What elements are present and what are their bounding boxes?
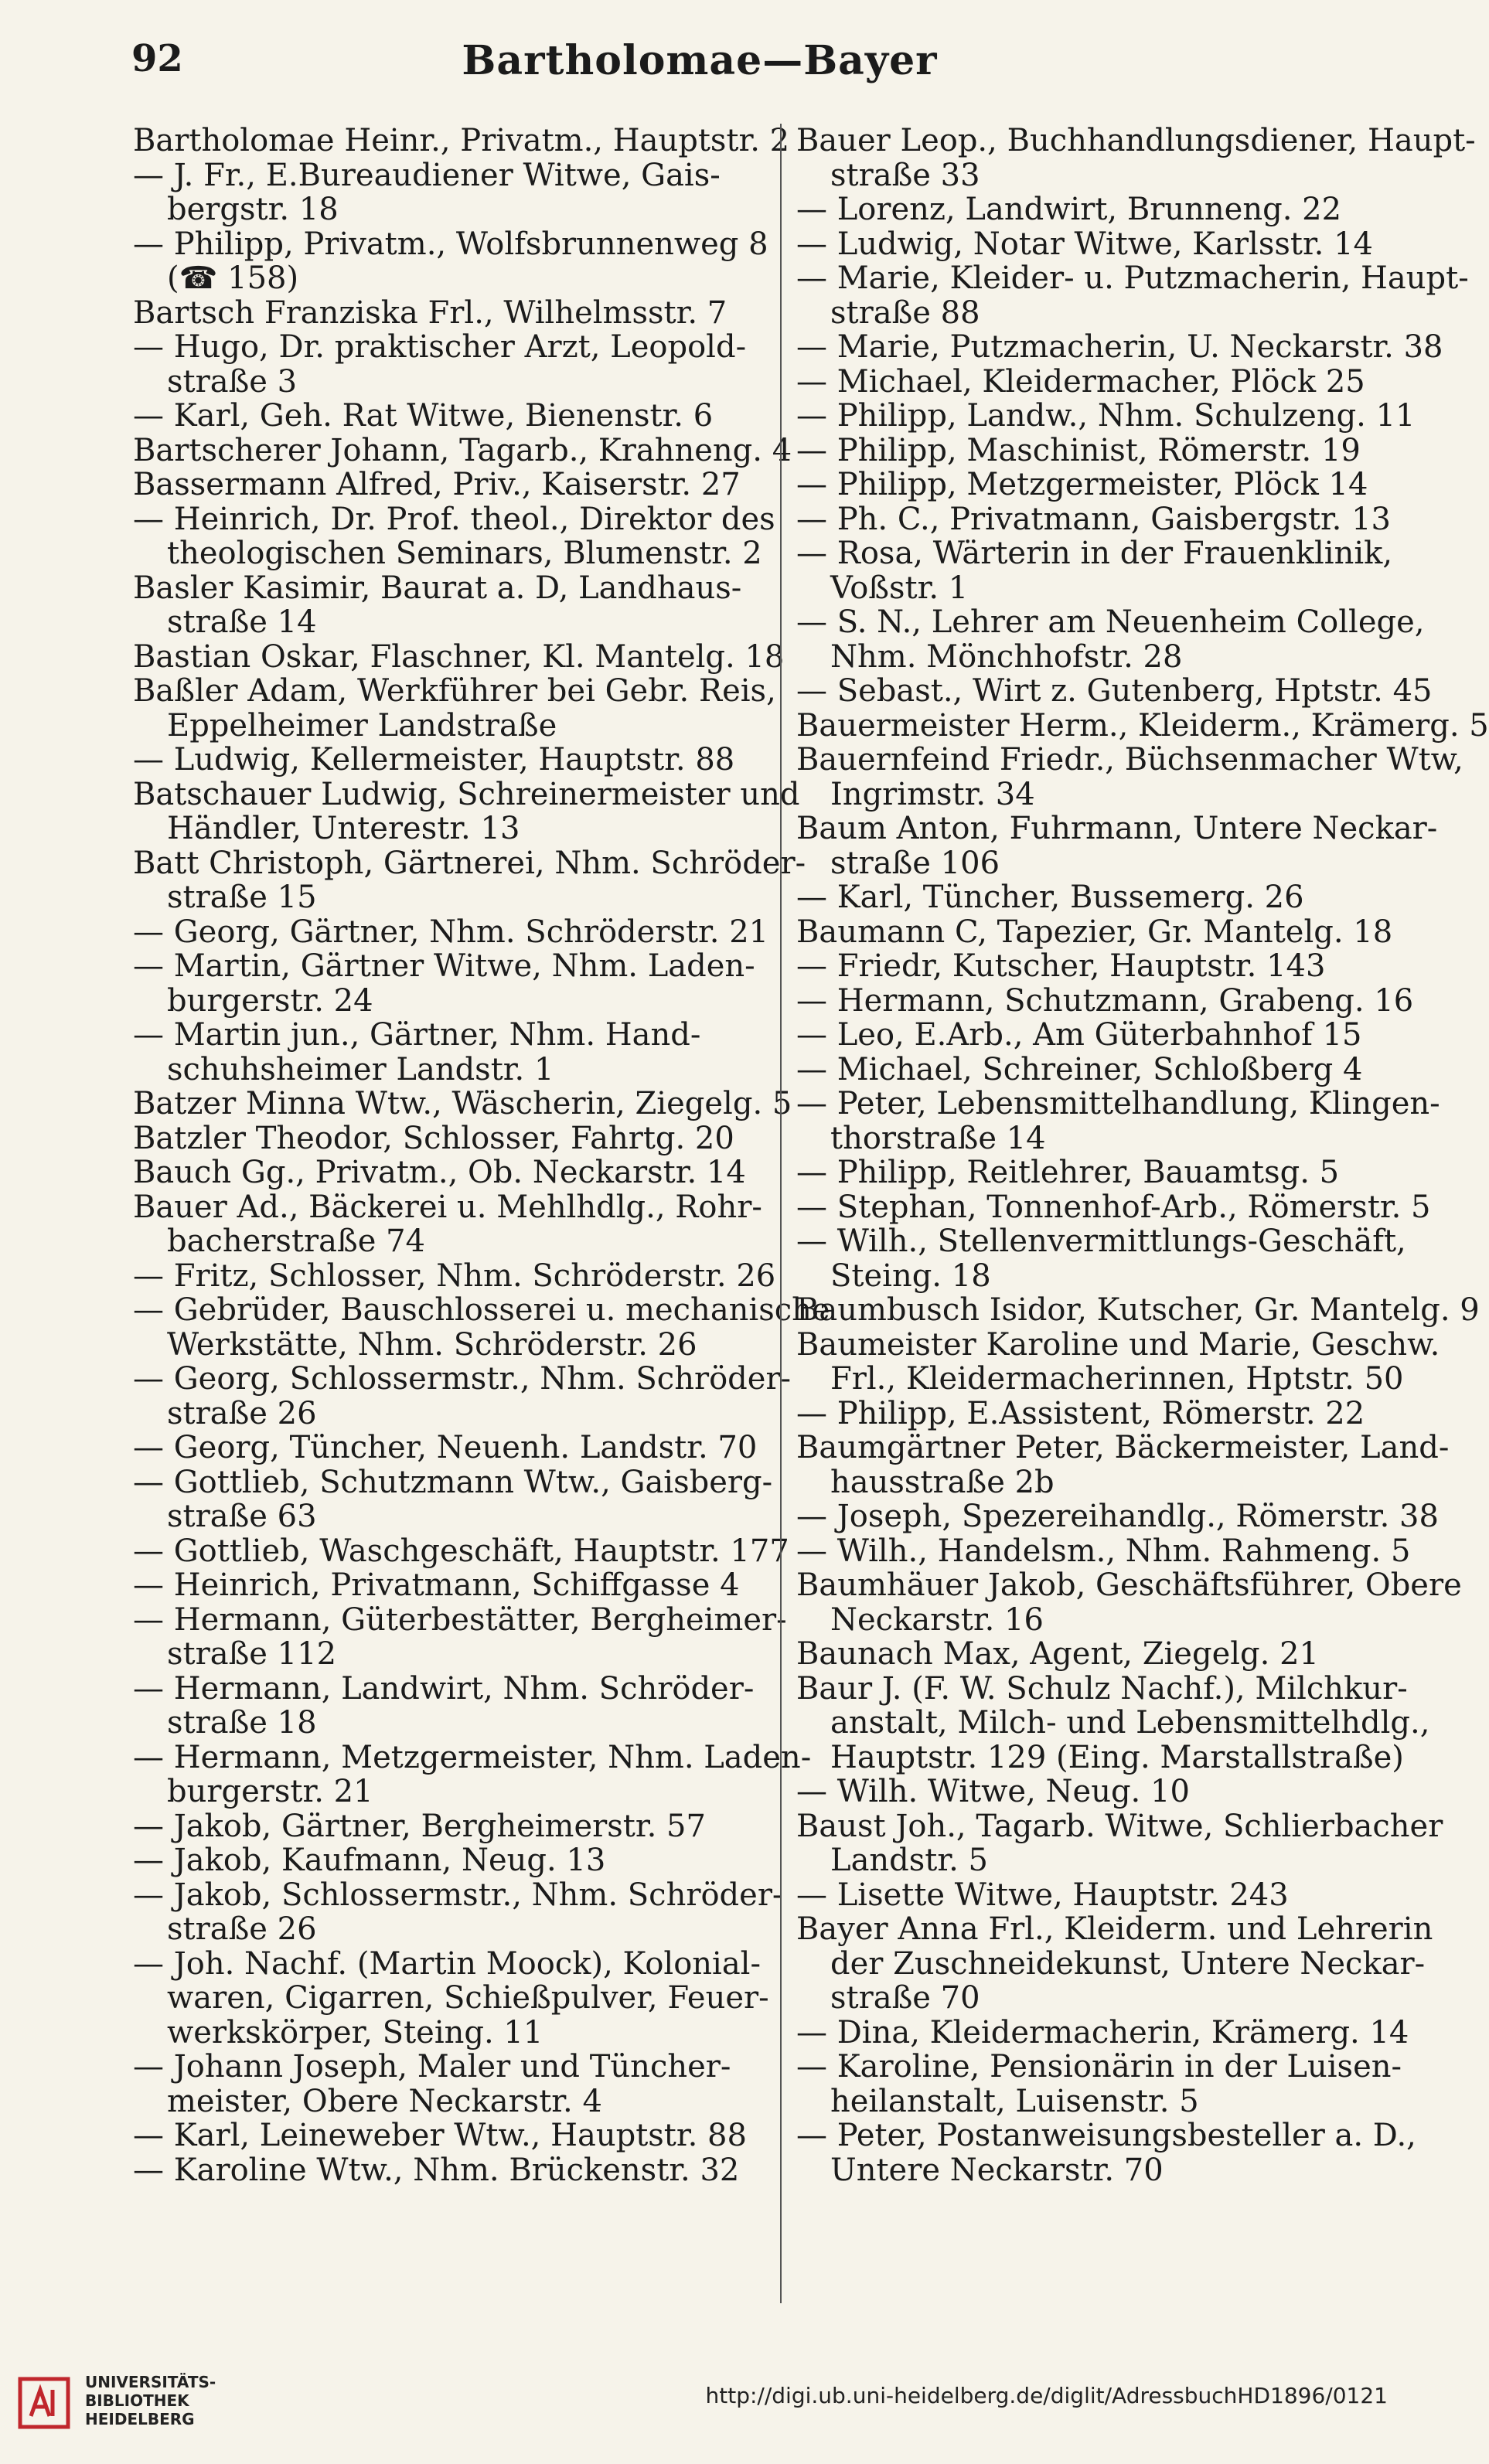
directory-entry-line: — Hermann, Metzgermeister, Nhm. Laden- — [133, 1739, 812, 1775]
directory-entry-line: — Philipp, E.Assistent, Römerstr. 22 — [796, 1395, 1365, 1431]
directory-entry-line: Baumeister Karoline und Marie, Geschw. — [796, 1326, 1440, 1363]
directory-entry-line: anstalt, Milch- und Lebensmittelhdlg., — [830, 1705, 1430, 1741]
directory-entry-line: straße 70 — [830, 1980, 980, 2016]
directory-entry-line: Voßstr. 1 — [830, 570, 969, 606]
directory-entry-line: Händler, Unterestr. 13 — [167, 811, 520, 846]
directory-entry-line: theologischen Seminars, Blumenstr. 2 — [167, 536, 762, 571]
directory-entry-line: Bastian Oskar, Flaschner, Kl. Mantelg. 18 — [133, 638, 785, 675]
directory-entry-line: thorstraße 14 — [830, 1120, 1046, 1156]
directory-entry-line: — Leo, E.Arb., Am Güterbahnhof 15 — [796, 1017, 1362, 1053]
directory-entry-line: heilanstalt, Luisenstr. 5 — [830, 2083, 1199, 2119]
logo-line: BIBLIOTHEK — [85, 2391, 189, 2410]
directory-entry-line: Nhm. Mönchhofstr. 28 — [830, 638, 1183, 675]
directory-entry-line: Neckarstr. 16 — [830, 1601, 1044, 1638]
directory-entry-line: Bassermann Alfred, Priv., Kaiserstr. 27 — [133, 467, 741, 502]
directory-entry-line: Steing. 18 — [830, 1258, 991, 1294]
directory-entry-line: straße 3 — [167, 363, 298, 400]
directory-entry-line: straße 14 — [167, 604, 317, 640]
directory-entry-line: — Fritz, Schlosser, Nhm. Schröderstr. 26 — [133, 1258, 776, 1294]
directory-entry-line: straße 18 — [167, 1705, 317, 1741]
directory-entry-line: — Wilh., Stellenvermittlungs-Geschäft, — [796, 1223, 1406, 1259]
left-column — [133, 123, 830, 2188]
directory-entry-line: Bauer Ad., Bäckerei u. Mehlhdlg., Rohr- — [133, 1189, 762, 1225]
directory-entry-line: Bartsch Franziska Frl., Wilhelmsstr. 7 — [133, 294, 727, 331]
directory-entry-line: — Hermann, Schutzmann, Grabeng. 16 — [796, 982, 1414, 1019]
directory-entry-line: — Jakob, Schlossermstr., Nhm. Schröder- — [133, 1877, 783, 1913]
directory-entry-line: Bartscherer Johann, Tagarb., Krahneng. 4 — [133, 432, 792, 468]
directory-entry-line: Batzer Minna Wtw., Wäscherin, Ziegelg. 5 — [133, 1086, 792, 1121]
directory-entry-line: — Philipp, Landw., Nhm. Schulzeng. 11 — [796, 398, 1416, 434]
directory-entry-line: Baur J. (F. W. Schulz Nachf.), Milchkur- — [796, 1670, 1408, 1707]
directory-entry-line: — Georg, Gärtner, Nhm. Schröderstr. 21 — [133, 914, 769, 950]
directory-entry-line: hausstraße 2b — [830, 1464, 1055, 1500]
directory-entry-line: — Jakob, Kaufmann, Neug. 13 — [133, 1843, 606, 1878]
directory-entry-line: — Joh. Nachf. (Martin Moock), Kolonial- — [133, 1945, 761, 1982]
directory-entry-line: — Ludwig, Notar Witwe, Karlsstr. 14 — [796, 226, 1373, 262]
directory-entry-line: burgerstr. 21 — [167, 1774, 373, 1809]
directory-entry-line: — Karl, Geh. Rat Witwe, Bienenstr. 6 — [133, 398, 714, 434]
directory-entry-line: — Gottlieb, Schutzmann Wtw., Gaisberg- — [133, 1464, 773, 1500]
directory-entry-line: Baumhäuer Jakob, Geschäftsführer, Obere — [796, 1567, 1462, 1603]
directory-entry-line: Frl., Kleidermacherinnen, Hptstr. 50 — [830, 1361, 1404, 1397]
directory-entry-line: — Heinrich, Dr. Prof. theol., Direktor des — [133, 501, 775, 537]
directory-columns — [133, 123, 1489, 2303]
directory-entry-line: straße 26 — [167, 1395, 317, 1431]
logo-line: HEIDELBERG — [85, 2410, 195, 2428]
directory-entry-line: — Hugo, Dr. praktischer Arzt, Leopold- — [133, 329, 747, 365]
directory-entry-line: Hauptstr. 129 (Eing. Marstallstraße) — [830, 1739, 1404, 1775]
directory-entry-line: Bauermeister Herm., Kleiderm., Krämerg. 5 — [796, 707, 1489, 744]
directory-entry-line: straße 88 — [830, 294, 980, 331]
directory-entry-line: — Marie, Kleider- u. Putzmacherin, Haupt- — [796, 260, 1469, 296]
directory-entry-line: — Jakob, Gärtner, Bergheimerstr. 57 — [133, 1808, 706, 1844]
directory-entry-line: — Michael, Schreiner, Schloßberg 4 — [796, 1051, 1363, 1087]
directory-entry-line: bergstr. 18 — [167, 192, 339, 227]
running-title: Bartholomae—Bayer — [462, 37, 938, 84]
directory-entry-line: — Stephan, Tonnenhof-Arb., Römerstr. 5 — [796, 1189, 1431, 1225]
directory-entry-line: Bauer Leop., Buchhandlungsdiener, Haupt- — [796, 123, 1476, 158]
directory-entry-line: schuhsheimer Landstr. 1 — [167, 1051, 554, 1087]
directory-entry-line: — Martin, Gärtner Witwe, Nhm. Laden- — [133, 948, 755, 984]
directory-entry-line: straße 106 — [830, 845, 1000, 881]
page-header — [131, 37, 1268, 99]
directory-entry-line: Baumgärtner Peter, Bäckermeister, Land- — [796, 1430, 1450, 1465]
directory-entry-line: waren, Cigarren, Schießpulver, Feuer- — [167, 1980, 769, 2016]
directory-entry-line: — Hermann, Güterbestätter, Bergheimer- — [133, 1601, 787, 1638]
directory-entry-line: — Ph. C., Privatmann, Gaisbergstr. 13 — [796, 501, 1392, 537]
directory-entry-line: straße 26 — [167, 1911, 317, 1947]
directory-entry-line: straße 15 — [167, 880, 317, 915]
directory-entry-line: der Zuschneidekunst, Untere Neckar- — [830, 1945, 1426, 1982]
directory-entry-line: bacherstraße 74 — [167, 1223, 425, 1259]
directory-entry-line: — Joseph, Spezereihandlg., Römerstr. 38 — [796, 1499, 1439, 1534]
column-divider — [780, 124, 782, 2303]
directory-entry-line: — Lisette Witwe, Hauptstr. 243 — [796, 1877, 1289, 1913]
directory-entry-line: straße 33 — [830, 157, 980, 193]
directory-entry-line: — Lorenz, Landwirt, Brunneng. 22 — [796, 192, 1342, 227]
directory-entry-line: Batt Christoph, Gärtnerei, Nhm. Schröder- — [133, 845, 806, 881]
directory-entry-line: straße 63 — [167, 1499, 317, 1534]
directory-entry-line: Baumann C, Tapezier, Gr. Mantelg. 18 — [796, 914, 1393, 950]
directory-entry-line: Batzler Theodor, Schlosser, Fahrtg. 20 — [133, 1120, 734, 1156]
directory-entry-line: — Dina, Kleidermacherin, Krämerg. 14 — [796, 2014, 1409, 2050]
directory-entry-line: Bayer Anna Frl., Kleiderm. und Lehrerin — [796, 1911, 1433, 1947]
directory-entry-line: — Friedr, Kutscher, Hauptstr. 143 — [796, 948, 1326, 984]
directory-entry-line: werkskörper, Steing. 11 — [167, 2014, 543, 2050]
directory-entry-line: Batschauer Ludwig, Schreinermeister und — [133, 776, 800, 812]
logo-line: UNIVERSITÄTS- — [85, 2373, 216, 2391]
directory-entry-line: — Ludwig, Kellermeister, Hauptstr. 88 — [133, 742, 735, 778]
directory-entry-line: — S. N., Lehrer am Neuenheim College, — [796, 604, 1425, 640]
directory-entry-line: — Karl, Leineweber Wtw., Hauptstr. 88 — [133, 2118, 747, 2153]
library-seal-icon — [17, 2376, 71, 2430]
directory-entry-line: — Peter, Postanweisungsbesteller a. D., — [796, 2118, 1416, 2153]
directory-entry-line: Landstr. 5 — [830, 1843, 988, 1878]
directory-entry-line: — Martin jun., Gärtner, Nhm. Hand- — [133, 1017, 701, 1053]
source-url[interactable]: http://digi.ub.uni-heidelberg.de/diglit/AdressbuchHD1896/0121 — [705, 2383, 1388, 2408]
directory-entry-line: — Karl, Tüncher, Bussemerg. 26 — [796, 880, 1304, 915]
directory-entry-line: — Philipp, Maschinist, Römerstr. 19 — [796, 432, 1361, 468]
directory-entry-line: — Heinrich, Privatmann, Schiffgasse 4 — [133, 1567, 740, 1603]
directory-entry-line: — Philipp, Reitlehrer, Bauamtsg. 5 — [796, 1155, 1340, 1190]
directory-entry-line: Untere Neckarstr. 70 — [830, 2152, 1164, 2188]
directory-entry-line: — Peter, Lebensmittelhandlung, Klingen- — [796, 1086, 1440, 1121]
page-number: 92 — [131, 37, 183, 80]
directory-entry-line: Bauch Gg., Privatm., Ob. Neckarstr. 14 — [133, 1155, 746, 1190]
directory-entry-line: Werkstätte, Nhm. Schröderstr. 26 — [167, 1326, 697, 1363]
directory-entry-line: — Sebast., Wirt z. Gutenberg, Hptstr. 45 — [796, 673, 1433, 709]
directory-entry-line: — Philipp, Privatm., Wolfsbrunnenweg 8 — [133, 226, 768, 262]
directory-entry-line: — Marie, Putzmacherin, U. Neckarstr. 38 — [796, 329, 1443, 365]
directory-entry-line: Baßler Adam, Werkführer bei Gebr. Reis, — [133, 673, 776, 709]
directory-entry-line: — Wilh., Handelsm., Nhm. Rahmeng. 5 — [796, 1533, 1411, 1569]
directory-entry-line: (☎ 158) — [167, 260, 299, 296]
directory-entry-line: Ingrimstr. 34 — [830, 776, 1035, 812]
directory-entry-line: — Philipp, Metzgermeister, Plöck 14 — [796, 467, 1368, 502]
directory-entry-line: — Georg, Schlossermstr., Nhm. Schröder- — [133, 1361, 792, 1397]
directory-entry-line: Baumbusch Isidor, Kutscher, Gr. Mantelg. 9 — [796, 1292, 1480, 1328]
directory-entry-line: Basler Kasimir, Baurat a. D, Landhaus- — [133, 570, 742, 606]
directory-entry-line: Bauernfeind Friedr., Büchsenmacher Wtw, — [796, 742, 1463, 778]
directory-entry-line: — Wilh. Witwe, Neug. 10 — [796, 1774, 1190, 1809]
directory-entry-line: Eppelheimer Landstraße — [167, 707, 557, 744]
directory-entry-line: — Michael, Kleidermacher, Plöck 25 — [796, 363, 1365, 400]
directory-entry-line: — Rosa, Wärterin in der Frauenklinik, — [796, 536, 1393, 571]
directory-entry-line: — Hermann, Landwirt, Nhm. Schröder- — [133, 1670, 755, 1707]
directory-entry-line: meister, Obere Neckarstr. 4 — [167, 2083, 602, 2119]
directory-entry-line: burgerstr. 24 — [167, 982, 373, 1019]
directory-entry-line: — Gottlieb, Waschgeschäft, Hauptstr. 177 — [133, 1533, 789, 1569]
directory-entry-line: — Karoline Wtw., Nhm. Brückenstr. 32 — [133, 2152, 740, 2188]
directory-entry-line: — Karoline, Pensionärin in der Luisen- — [796, 2049, 1402, 2085]
directory-entry-line: — J. Fr., E.Bureaudiener Witwe, Gais- — [133, 157, 721, 193]
directory-entry-line: Baust Joh., Tagarb. Witwe, Schlierbacher — [796, 1808, 1443, 1844]
directory-entry-line: — Johann Joseph, Maler und Tüncher- — [133, 2049, 731, 2085]
directory-entry-line: Baum Anton, Fuhrmann, Untere Neckar- — [796, 811, 1438, 846]
directory-entry-line: — Georg, Tüncher, Neuenh. Landstr. 70 — [133, 1430, 758, 1465]
right-column — [796, 123, 1489, 2188]
directory-entry-line: Bartholomae Heinr., Privatm., Hauptstr. 2 — [133, 123, 790, 158]
directory-entry-line: — Gebrüder, Bauschlosserei u. mechanische — [133, 1292, 830, 1328]
logo-text — [85, 2373, 216, 2428]
footer — [0, 2350, 1419, 2464]
library-logo — [17, 2368, 216, 2430]
directory-entry-line: Baunach Max, Agent, Ziegelg. 21 — [796, 1636, 1319, 1672]
directory-entry-line: straße 112 — [167, 1636, 337, 1672]
